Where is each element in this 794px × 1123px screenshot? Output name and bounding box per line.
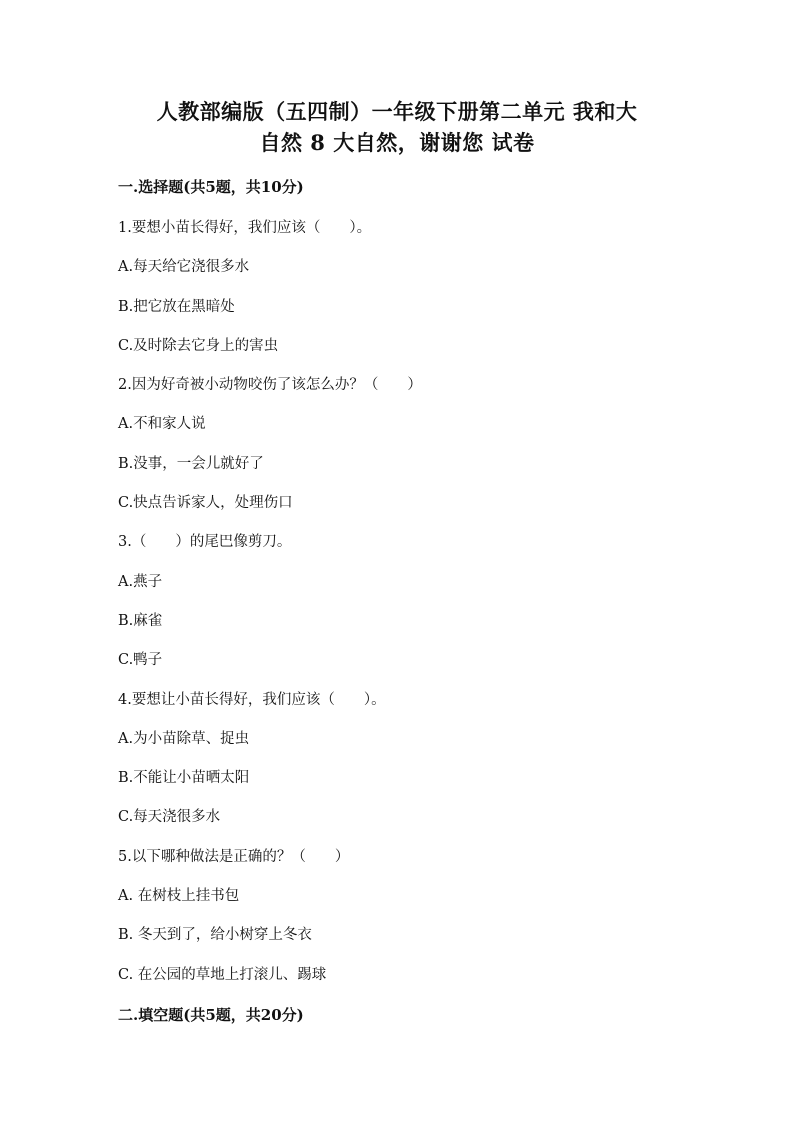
- answer-option: B.不能让小苗晒太阳: [118, 770, 250, 787]
- question-stem: 5.以下哪种做法是正确的？（ ）: [118, 848, 350, 865]
- answer-option: A.不和家人说: [118, 416, 206, 433]
- answer-option: A. 在树枝上挂书包: [118, 888, 240, 905]
- question-stem: 4.要想让小苗长得好，我们应该（ ）。: [118, 691, 386, 708]
- exam-title-line-1: 人教部编版（五四制）一年级下册第二单元 我和大: [156, 99, 638, 124]
- exam-title: [100, 96, 694, 158]
- answer-option: B.没事，一会儿就好了: [118, 455, 264, 472]
- answer-option: C. 在公园的草地上打滚儿、踢球: [118, 966, 327, 983]
- answer-option: A.为小苗除草、捉虫: [118, 730, 250, 747]
- question-stem: 3.（ ）的尾巴像剪刀。: [118, 534, 292, 551]
- question-stem: 1.要想小苗长得好，我们应该（ ）。: [118, 220, 372, 236]
- choice-question-list: [118, 218, 718, 1004]
- answer-option: C.及时除去它身上的害虫: [118, 337, 279, 354]
- answer-option: B.麻雀: [118, 612, 163, 629]
- answer-option: B.把它放在黑暗处: [118, 298, 235, 315]
- answer-option: A.燕子: [118, 573, 163, 590]
- section-heading-choice: 一.选择题(共5题，共10分): [118, 178, 304, 196]
- answer-option: B. 冬天到了，给小树穿上冬衣: [118, 927, 312, 944]
- answer-option: C.每天浇很多水: [118, 809, 221, 826]
- answer-option: C.鸭子: [118, 652, 163, 669]
- answer-option: A.每天给它浇很多水: [118, 259, 250, 276]
- exam-title-line-2: 自然 8 大自然，谢谢您 试卷: [259, 130, 535, 155]
- answer-option: C.快点告诉家人，处理伤口: [118, 495, 293, 512]
- question-stem: 2.因为好奇被小动物咬伤了该怎么办？（ ）: [118, 377, 422, 394]
- section-heading-fill-in: 二.填空题(共5题，共20分): [118, 1006, 304, 1024]
